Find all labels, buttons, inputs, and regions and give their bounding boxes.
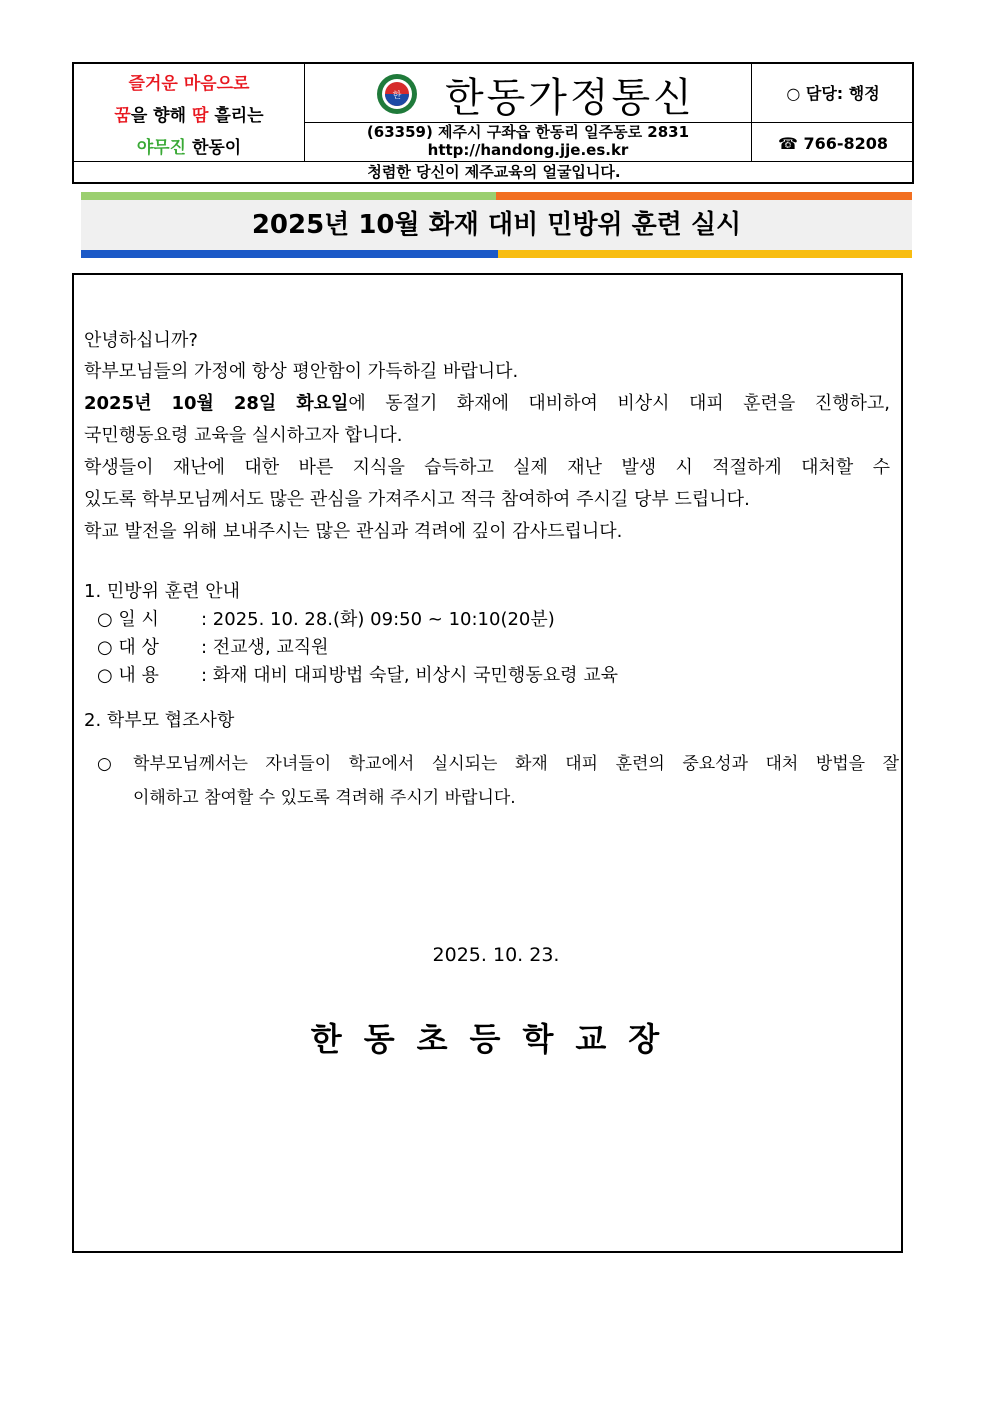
divider	[752, 122, 914, 123]
body-line: 학부모님들의 가정에 항상 평안함이 가득하길 바랍니다.	[84, 361, 519, 382]
info-item	[97, 634, 329, 662]
newsletter-title: 한동가정통신	[445, 75, 695, 121]
phone-number: ☎ 766-8208	[777, 134, 889, 153]
issue-date: 2025. 10. 23.	[432, 944, 560, 966]
item-label: ○ 대 상	[97, 637, 159, 658]
item-label: ○ 일 시	[97, 609, 159, 630]
school-url[interactable]: http://handong.jje.es.kr	[427, 141, 629, 159]
bullet: ○	[97, 754, 112, 774]
request-line: 학부모님께서는 자녀들이 학교에서 실시되는 화재 대피 훈련의 중요성과 대처 방법을 잘	[133, 754, 899, 774]
slogan-word: 흘리는	[214, 106, 264, 126]
body-line: 국민행동요령 교육을 실시하고자 합니다.	[84, 425, 403, 446]
slogan-word: 마음으로	[183, 74, 250, 94]
info-item	[97, 606, 555, 634]
request-line: 이해하고 참여할 수 있도록 격려해 주시기 바랍니다.	[133, 788, 516, 808]
title-cell	[305, 64, 751, 122]
svg-text:한: 한	[392, 91, 402, 101]
info-item	[97, 662, 618, 690]
slogan-word: 을 향해	[130, 106, 187, 126]
body-text: 에 동절기 화재에 대비하여 비상시 대피 훈련을 진행하고,	[348, 393, 890, 414]
banner-bar-blue	[81, 250, 498, 258]
body-line	[84, 388, 890, 419]
slogan-word: 한동이	[191, 138, 242, 158]
banner-bar-green	[81, 192, 496, 200]
training-date-highlight: 2025년 10월 28일 화요일	[84, 393, 349, 414]
address-text: (63359) 제주시 구좌읍 한동리 일주동로 2831	[366, 123, 690, 141]
section-heading: 1. 민방위 훈련 안내	[84, 581, 241, 602]
slogan-word: 땀	[191, 106, 209, 126]
banner-bar-orange	[496, 192, 912, 200]
slogan-word: 즐거운	[128, 74, 178, 94]
item-value: : 전교생, 교직원	[201, 637, 329, 658]
item-value: : 화재 대비 대피방법 숙달, 비상시 국민행동요령 교육	[201, 665, 618, 686]
letterhead	[72, 62, 914, 184]
section-heading: 2. 학부모 협조사항	[84, 710, 235, 731]
body-line: 학교 발전을 위해 보내주시는 많은 관심과 격려에 깊이 감사드립니다.	[84, 521, 623, 542]
school-slogan	[74, 68, 304, 164]
title-banner	[81, 192, 912, 258]
slogan-word: 야무진	[136, 138, 187, 158]
school-address	[305, 123, 751, 159]
body-line: 학생들이 재난에 대한 바른 지식을 습득하고 실제 재난 발생 시 적절하게 대처할 수	[84, 457, 890, 478]
banner-bar-yellow	[498, 250, 912, 258]
slogan-word: 꿈	[114, 106, 131, 126]
contact-person: ○ 담당: 행정	[786, 84, 880, 103]
notice-title: 2025년 10월 화재 대비 민방위 훈련 실시	[81, 200, 912, 250]
item-value: : 2025. 10. 28.(화) 09:50 ~ 10:10(20분)	[201, 609, 555, 630]
school-emblem-icon	[375, 72, 419, 116]
principal-signature: 한동초등학교장	[310, 1020, 682, 1058]
motto: 청렴한 당신이 제주교육의 얼굴입니다.	[367, 163, 621, 181]
greeting: 안녕하십니까?	[84, 330, 198, 351]
body-line: 있도록 학부모님께서도 많은 관심을 가져주시고 적극 참여하여 주시길 당부 드립니다.	[84, 489, 750, 510]
item-label: ○ 내 용	[97, 665, 159, 686]
